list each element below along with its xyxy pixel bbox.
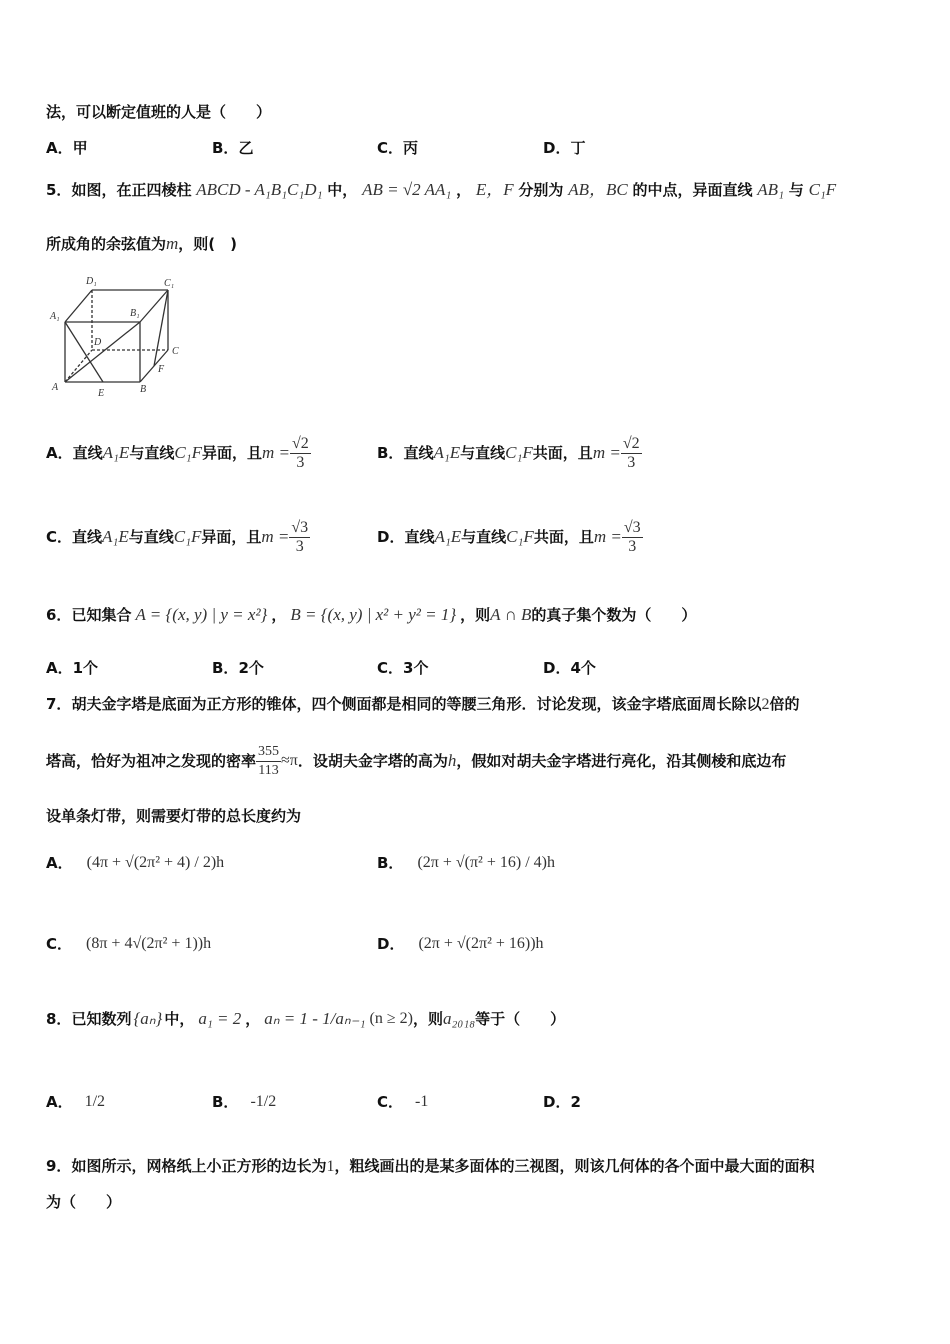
q6-stem: 6． 已知集合 A = {(x, y) | y = x²} ， B = {(x, y) | x² + y² = 1} ，则 A ∩ B 的真子集个数为（ ） bbox=[46, 605, 697, 624]
q8-option-b[interactable]: B． -1/2 bbox=[212, 1093, 277, 1111]
q6-option-a[interactable]: A．1个 bbox=[46, 659, 99, 677]
q8-stem: 8． 已知数列 {aₙ} 中， a₁ = 2 ， aₙ = 1 - 1/aₙ₋₁ (n ≥ 2) ，则 a₂₀₁₈ 等于（ ） bbox=[46, 1009, 566, 1028]
label-c1: C₁ bbox=[164, 278, 175, 289]
q7-option-d[interactable]: D． (2π + √(2π² + 16))h bbox=[377, 935, 544, 953]
q5-option-c[interactable]: C． 直线 A₁E 与直线 C₁F 异面，且 m = $\frac{√3}{3}$ bbox=[46, 518, 309, 555]
q5-option-b[interactable]: B． 直线 A₁E 与直线 C₁F 共面，且 m = $\frac{√2}{3}$ bbox=[377, 434, 640, 471]
q4-option-c[interactable]: C．丙 bbox=[377, 139, 419, 157]
label-d: D bbox=[94, 337, 102, 348]
label-d1: D₁ bbox=[86, 276, 97, 287]
q4-stem-tail: 法，可以断定值班的人是（ ） bbox=[46, 103, 272, 121]
q7-stem-line2: 塔高，恰好为祖冲之发现的密率 $\frac{355}{113}$ ≈π ．设胡夫金字塔的高为 h ，假如对胡夫金字塔进行亮化，沿其侧棱和底边布 bbox=[46, 743, 787, 778]
q7-option-a[interactable]: A． (4π + √(2π² + 4) / 2)h bbox=[46, 854, 225, 872]
label-b: B bbox=[140, 384, 147, 395]
q8-option-c[interactable]: C． -1 bbox=[377, 1093, 429, 1111]
q7-option-b[interactable]: B． (2π + √(π² + 16) / 4)h bbox=[377, 854, 555, 872]
q9-stem-line2: 为（ ） bbox=[46, 1193, 122, 1211]
q6-option-d[interactable]: D．4个 bbox=[543, 659, 596, 677]
q8-option-a[interactable]: A． 1/2 bbox=[46, 1093, 106, 1111]
q9-stem-line1: 9．如图所示，网格纸上小正方形的边长为1，粗线画出的是某多面体的三视图，则该几何体的各个面中最大面的面积 bbox=[46, 1157, 815, 1175]
q6-option-b[interactable]: B．2个 bbox=[212, 659, 264, 677]
q7-stem-line3: 设单条灯带，则需要灯带的总长度约为 bbox=[46, 807, 302, 825]
label-e: E bbox=[98, 388, 105, 399]
q4-option-b[interactable]: B．乙 bbox=[212, 139, 254, 157]
q4-option-a[interactable]: A．甲 bbox=[46, 139, 88, 157]
q5-stem-line1: 5．如图，在正四棱柱 ABCD - A₁B₁C₁D₁ 中， AB = √2 AA₁ ， E，F 分别为 AB，BC 的中点，异面直线 AB₁ 与 C₁F bbox=[46, 180, 837, 199]
q5-option-d[interactable]: D． 直线 A₁E 与直线 C₁F 共面，且 m = $\frac{√3}{3}$ bbox=[377, 518, 641, 555]
label-c: C bbox=[172, 346, 179, 357]
q8-option-d[interactable]: D．2 bbox=[543, 1093, 581, 1111]
q6-option-c[interactable]: C．3个 bbox=[377, 659, 429, 677]
label-a1: A₁ bbox=[50, 311, 60, 322]
q7-stem-line1: 7．胡夫金字塔是底面为正方形的锥体，四个侧面都是相同的等腰三角形．讨论发现，该金字塔底面周长除以2倍的 bbox=[46, 695, 800, 713]
q5-stem-line2: 所成角的余弦值为m，则( ) bbox=[46, 234, 238, 253]
label-b1: B₁ bbox=[130, 308, 140, 319]
q7-option-c[interactable]: C． (8π + 4√(2π² + 1))h bbox=[46, 935, 212, 953]
q4-option-d[interactable]: D．丁 bbox=[543, 139, 586, 157]
label-a: A bbox=[52, 382, 59, 393]
label-f: F bbox=[158, 364, 165, 375]
prism-figure bbox=[46, 272, 196, 400]
q5-option-a[interactable]: A． 直线 A₁E 与直线 C₁F 异面，且 m = $\frac{√2}{3}$ bbox=[46, 434, 309, 471]
